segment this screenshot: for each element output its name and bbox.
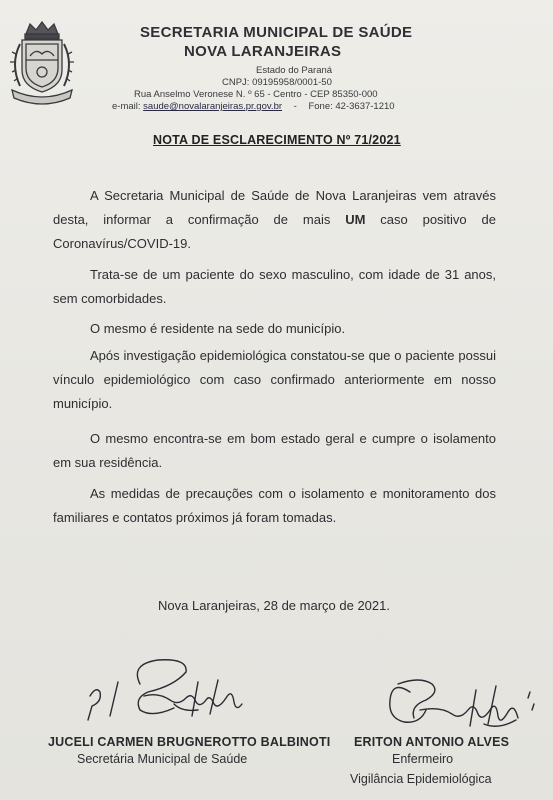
paragraph-5: O mesmo encontra-se em bom estado geral e cumpre o isolamento em sua residência. (53, 431, 496, 470)
signature-right-department: Vigilância Epidemiológica (350, 772, 492, 786)
p1-text-end: caso positivo de Coronavírus/COVID-19. (53, 212, 496, 251)
contact-separator: - (293, 101, 297, 112)
header-address: Rua Anselmo Veronese N. º 65 - Centro - CEP 85350-000 (134, 89, 378, 100)
header-state: Estado do Paraná (256, 65, 333, 76)
document-title: NOTA DE ESCLARECIMENTO Nº 71/2021 (153, 133, 401, 147)
header-contact-line (112, 101, 395, 112)
header-phone: Fone: 42-3637-1210 (308, 101, 395, 112)
p1-text-start: A Secretaria Municipal de Saúde de Nova Laranjeiras vem através desta, informar a confirmação de mais (53, 188, 496, 227)
signature-left-role: Secretária Municipal de Saúde (77, 752, 248, 766)
email-link[interactable]: saude@novalaranjeiras.pr.gov.br (143, 101, 283, 112)
email-label: e-mail: (112, 101, 141, 112)
header-org-subtitle: NOVA LARANJEIRAS (184, 43, 342, 60)
header-org-title: SECRETARIA MUNICIPAL DE SAÚDE (140, 24, 413, 41)
signature-right-role: Enfermeiro (392, 752, 454, 766)
signature-left-name: JUCELI CARMEN BRUGNEROTTO BALBINOTI (48, 735, 331, 749)
paragraph-2: Trata-se de um paciente do sexo masculino, com idade de 31 anos, sem comorbidades. (53, 267, 496, 306)
header-cnpj: CNPJ: 09195958/0001-50 (222, 77, 332, 88)
signature-left (78, 652, 258, 732)
p1-emphasis: UM (345, 212, 366, 227)
signature-right-name: ERITON ANTONIO ALVES (354, 735, 510, 749)
document-date: Nova Laranjeiras, 28 de março de 2021. (158, 598, 390, 613)
paragraph-6: As medidas de precauções com o isolamento e monitoramento dos familiares e contatos próximos já foram tomadas. (53, 486, 496, 525)
coat-of-arms-logo (6, 20, 78, 108)
paragraph-4: Após investigação epidemiológica constatou-se que o paciente possui vínculo epidemiológico com caso confirmado anteriormente em nosso município. (53, 348, 496, 411)
paragraph-3: O mesmo é residente na sede do município. (90, 321, 346, 336)
paragraph-1 (53, 184, 496, 256)
signature-right (380, 670, 540, 740)
